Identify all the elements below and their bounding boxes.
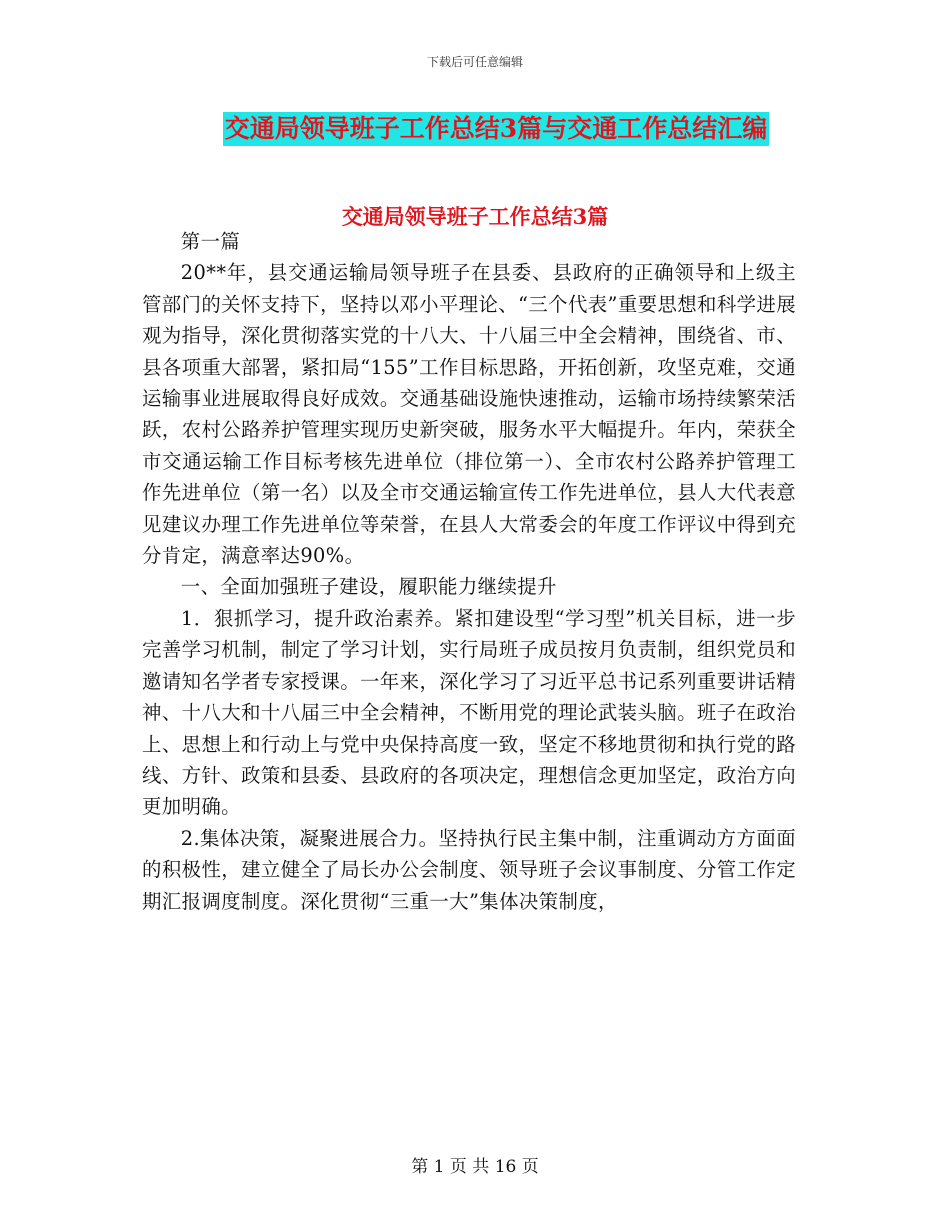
footer-page-number: 1: [433, 1157, 445, 1177]
paragraph: 20**年，县交通运输局领导班子在县委、县政府的正确领导和上级主管部门的关怀支持下，坚持以邓小平理论、“三个代表”重要思想和科学进展观为指导，深化贯彻落实党的十八大、十八届三中全会精神，围绕省、市、县各项重大部署，紧扣局“155”工作目标思路，开拓创新，攻坚克难，交通运输事业进展取得良好成效。交通基础设施快速推动，运输市场持续繁荣活跃，农村公路养护管理实现历史新突破，服务水平大幅提升。年内，荣获全市交通运输工作目标考核先进单位（排位第一）、全市农村公路养护管理工作先进单位（第一名）以及全市交通运输宣传工作先进单位，县人大代表意见建议办理工作先进单位等荣誉，在县人大常委会的年度工作评议中得到充分肯定，满意率达90%。: [142, 261, 796, 568]
footer-label-mid: 页 共: [449, 1157, 490, 1177]
main-title-container: [0, 112, 950, 146]
footer-label-post: 页: [521, 1157, 539, 1177]
footer-page-total: 16: [494, 1157, 517, 1177]
document-body: [142, 226, 796, 917]
header-note: 下载后可任意编辑: [426, 55, 523, 69]
page-footer: [0, 1152, 950, 1177]
section-heading: 一、全面加强班子建设，履职能力继续提升: [180, 575, 557, 599]
paragraph: 1．狠抓学习，提升政治素养。紧扣建设型“学习型”机关目标，进一步完善学习机制，制定了学习计划，实行局班子成员按月负责制，组织党员和邀请知名学者专家授课。一年来，深化学习了习近平总书记系列重要讲话精神、十八大和十八届三中全会精神，不断用党的理论武装头脑。班子在政治上、思想上和行动上与党中央保持高度一致，坚定不移地贯彻和执行党的路线、方针、政策和县委、县政府的各项决定，理想信念更加坚定，政治方向更加明确。: [142, 606, 796, 819]
paragraph: 2.集体决策，凝聚进展合力。坚持执行民主集中制，注重调动方方面面的积极性，建立健全了局长办公会制度、领导班子会议事制度、分管工作定期汇报调度制度。深化贯彻“三重一大”集体决策制度，: [142, 826, 796, 913]
section-heading: 第一篇: [180, 230, 241, 253]
footer-label-pre: 第: [411, 1157, 429, 1177]
sub-title: 交通局领导班子工作总结3篇: [341, 204, 609, 229]
main-title: 交通局领导班子工作总结3篇与交通工作总结汇编: [223, 112, 769, 146]
